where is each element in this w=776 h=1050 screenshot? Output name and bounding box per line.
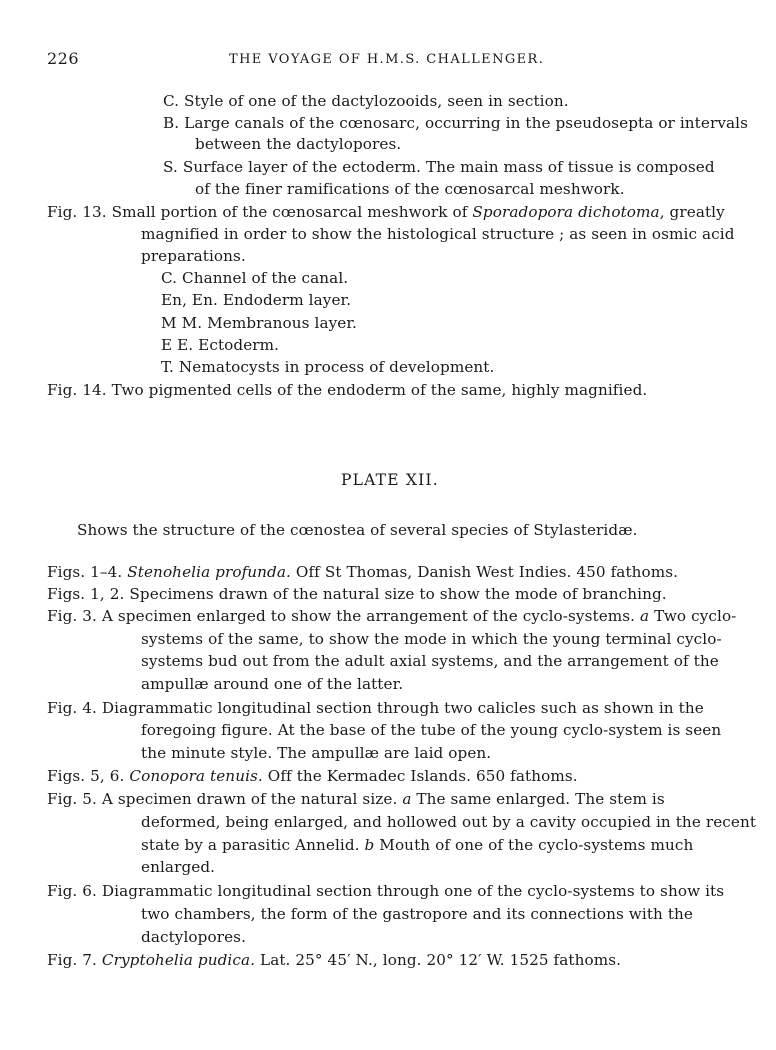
legend-item-s: S. Surface layer of the ectoderm. The main mass of tissue is composed bbox=[163, 158, 715, 176]
plate-entry-figs1-2: Figs. 1, 2. Specimens drawn of the natural size to show the mode of branching. bbox=[47, 585, 667, 603]
plate-entry-fig3-line: systems bud out from the adult axial systems, and the arrangement of the bbox=[141, 652, 719, 670]
plate-entry-fig4-line: the minute style. The ampullæ are laid open. bbox=[141, 744, 492, 762]
legend-item-c: C. Style of one of the dactylozooids, seen in section. bbox=[163, 92, 569, 110]
fig13-sub-item: C. Channel of the canal. bbox=[161, 269, 349, 287]
plate-entry-fig5: Fig. 5. A specimen drawn of the natural size. a The same enlarged. The stem is bbox=[47, 790, 665, 808]
plate-entry-fig3: Fig. 3. A specimen enlarged to show the arrangement of the cyclo-systems. a Two cyclo- bbox=[47, 607, 737, 625]
plate-entry-fig4-line: foregoing figure. At the base of the tube of the young cyclo-system is seen bbox=[141, 721, 722, 739]
plate-entry-fig3-line: ampullæ around one of the latter. bbox=[141, 675, 404, 693]
plate-entry-fig6-line: dactylopores. bbox=[141, 928, 247, 946]
legend-item-b: B. Large canals of the cœnosarc, occurring in the pseudosepta or intervals bbox=[163, 114, 749, 132]
fig13-caption-line3: preparations. bbox=[141, 247, 246, 265]
page-number: 226 bbox=[47, 49, 80, 68]
plate-title: PLATE XII. bbox=[341, 471, 439, 489]
fig13-caption-line2: magnified in order to show the histological structure ; as seen in osmic acid bbox=[141, 225, 735, 243]
plate-entry-fig5-line: deformed, being enlarged, and hollowed out by a cavity occupied in the recent bbox=[141, 813, 757, 831]
plate-entry-fig5-line: state by a parasitic Annelid. b Mouth of one of the cyclo-systems much bbox=[141, 836, 694, 854]
plate-entry-fig7: Fig. 7. Cryptohelia pudica. Lat. 25° 45′ N., long. 20° 12′ W. 1525 fathoms. bbox=[47, 951, 622, 969]
fig13-caption: Fig. 13. Small portion of the cœnosarcal meshwork of Sporadopora dichotoma, greatly bbox=[47, 203, 725, 221]
plate-entry-fig5-line: enlarged. bbox=[141, 858, 216, 876]
fig13-sub-item: M M. Membranous layer. bbox=[161, 314, 357, 332]
plate-entry-fig4: Fig. 4. Diagrammatic longitudinal section through two calicles such as shown in the bbox=[47, 699, 704, 717]
legend-item-b-cont: between the dactylopores. bbox=[195, 135, 402, 153]
plate-entry-fig6: Fig. 6. Diagrammatic longitudinal section through one of the cyclo-systems to show its bbox=[47, 882, 725, 900]
fig13-sub-item: E E. Ectoderm. bbox=[161, 336, 280, 354]
plate-entry-fig3-line: systems of the same, to show the mode in which the young terminal cyclo- bbox=[141, 630, 722, 648]
running-title: THE VOYAGE OF H.M.S. CHALLENGER. bbox=[229, 52, 545, 67]
legend-item-s-cont: of the finer ramifications of the cœnosarcal meshwork. bbox=[195, 180, 625, 198]
plate-entry-fig6-line: two chambers, the form of the gastropore and its connections with the bbox=[141, 905, 694, 923]
plate-entry-figs1-4: Figs. 1–4. Stenohelia profunda. Off St Thomas, Danish West Indies. 450 fathoms. bbox=[47, 563, 679, 581]
fig13-sub-item: En, En. Endoderm layer. bbox=[161, 291, 352, 309]
plate-intro: Shows the structure of the cœnostea of several species of Stylasteridæ. bbox=[77, 521, 638, 539]
plate-entry-figs5-6: Figs. 5, 6. Conopora tenuis. Off the Kermadec Islands. 650 fathoms. bbox=[47, 767, 578, 785]
fig14-caption: Fig. 14. Two pigmented cells of the endoderm of the same, highly magnified. bbox=[47, 381, 648, 399]
fig13-sub-item: T. Nematocysts in process of development. bbox=[161, 358, 495, 376]
